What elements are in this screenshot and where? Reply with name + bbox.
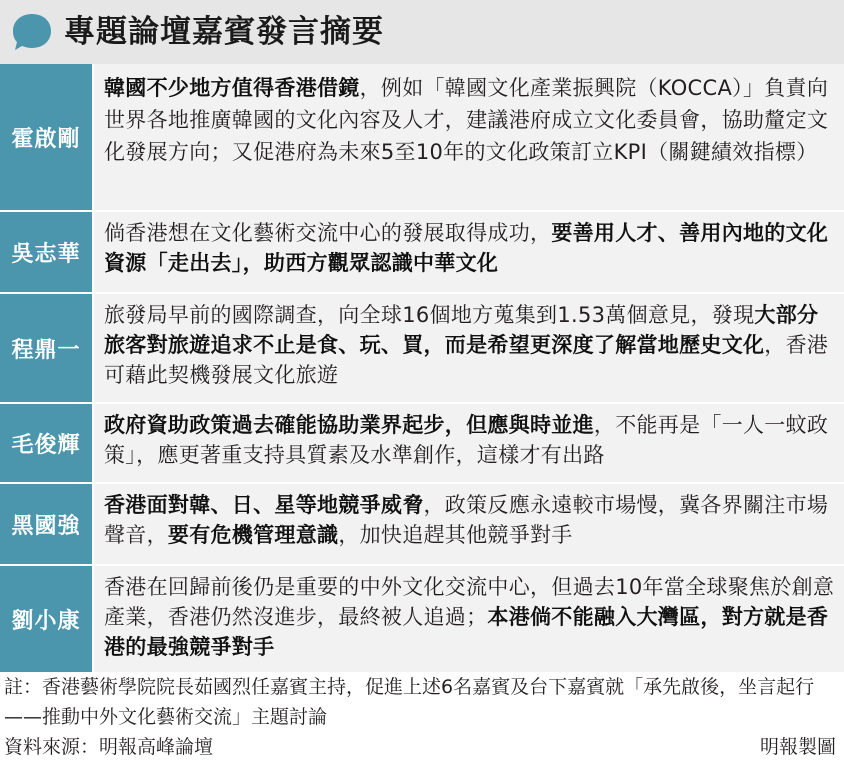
summary-text: ，政策反應永遠較市場慢，冀各界關注市場聲音， [104,493,829,547]
summary-text: 旅發局早前的國際調查，向全球16個地方蒐集到1.53萬個意見，發現 [104,303,755,327]
footer-credit: 明報製圖 [759,736,836,758]
speaker-name-cell [0,294,94,402]
speaker-row [0,64,844,212]
speaker-name: 毛俊輝 [11,432,81,458]
summary-text: ，例如「韓國文化產業振興院（KOCCA）」負責向世界各地推廣韓國的文化內容及人才，建議港府成立文化委員會，協助釐定文化發展方向；又促港府為未來5至10年的文化政策訂立KPI（關鍵績效指標） [104,76,829,164]
summary-highlight: 香港面對韓、日、星等地競爭威脅 [104,493,424,517]
speaker-name: 程鼎一 [11,337,81,363]
page-title: 專題論壇嘉賓發言摘要 [64,14,384,50]
speaker-summary [94,64,844,210]
speaker-name: 黑國強 [11,513,81,539]
summary-highlight: 韓國不少地方值得香港借鏡 [104,76,360,100]
summary-text: ，香港可藉此契機發展文化旅遊 [104,333,829,387]
footer-source: 資料來源：明報高峰論壇 [4,736,214,758]
speaker-summary [94,404,844,482]
summary-text: ，不能再是「一人一蚊政策」，應更著重支持具質素及水準創作，這樣才有出路 [104,413,829,467]
speaker-row [0,294,844,404]
speaker-row [0,484,844,566]
speaker-table [0,64,844,674]
summary-highlight: 政府資助政策過去確能協助業界起步，但應與時並進 [104,413,594,437]
summary-highlight: 本港倘不能融入大灣區，對方就是香港的最強競爭對手 [104,605,829,659]
summary-text: 香港在回歸前後仍是重要的中外文化交流中心，但過去10年當全球聚焦於創意產業，香港仍然沒進步，最終被人追過； [104,575,835,629]
speaker-name: 吳志華 [11,241,81,267]
summary-text: ，加快追趕其他競爭對手 [338,523,573,547]
footer [4,672,840,762]
footer-note: 註：香港藝術學院院長茹國烈任嘉賓主持，促進上述6名嘉賓及台下嘉賓就「承先啟後，坐言起行——推動中外文化藝術交流」主題討論 [4,676,815,728]
speaker-row [0,404,844,484]
speaker-name-cell [0,566,94,672]
speaker-row [0,566,844,674]
summary-highlight: 大部分旅客對旅遊追求不止是食、玩、買，而是希望更深度了解當地歷史文化 [104,303,819,357]
summary-highlight: 要善用人才、善用內地的文化資源「走出去」，助西方觀眾認識中華文化 [104,221,829,275]
speaker-name: 劉小康 [11,608,81,634]
speaker-name-cell [0,404,94,482]
speech-bubble-icon [12,13,52,51]
speaker-row [0,212,844,294]
speaker-summary [94,294,844,402]
header-bar [0,0,844,64]
speaker-summary [94,484,844,564]
speaker-summary [94,566,844,672]
speaker-name-cell [0,484,94,564]
speaker-summary [94,212,844,292]
summary-text: 倘香港想在文化藝術交流中心的發展取得成功， [104,221,552,245]
summary-highlight: 要有危機管理意識 [167,523,339,547]
speaker-name-cell [0,64,94,210]
speaker-name: 霍啟剛 [11,126,81,152]
speaker-name-cell [0,212,94,292]
